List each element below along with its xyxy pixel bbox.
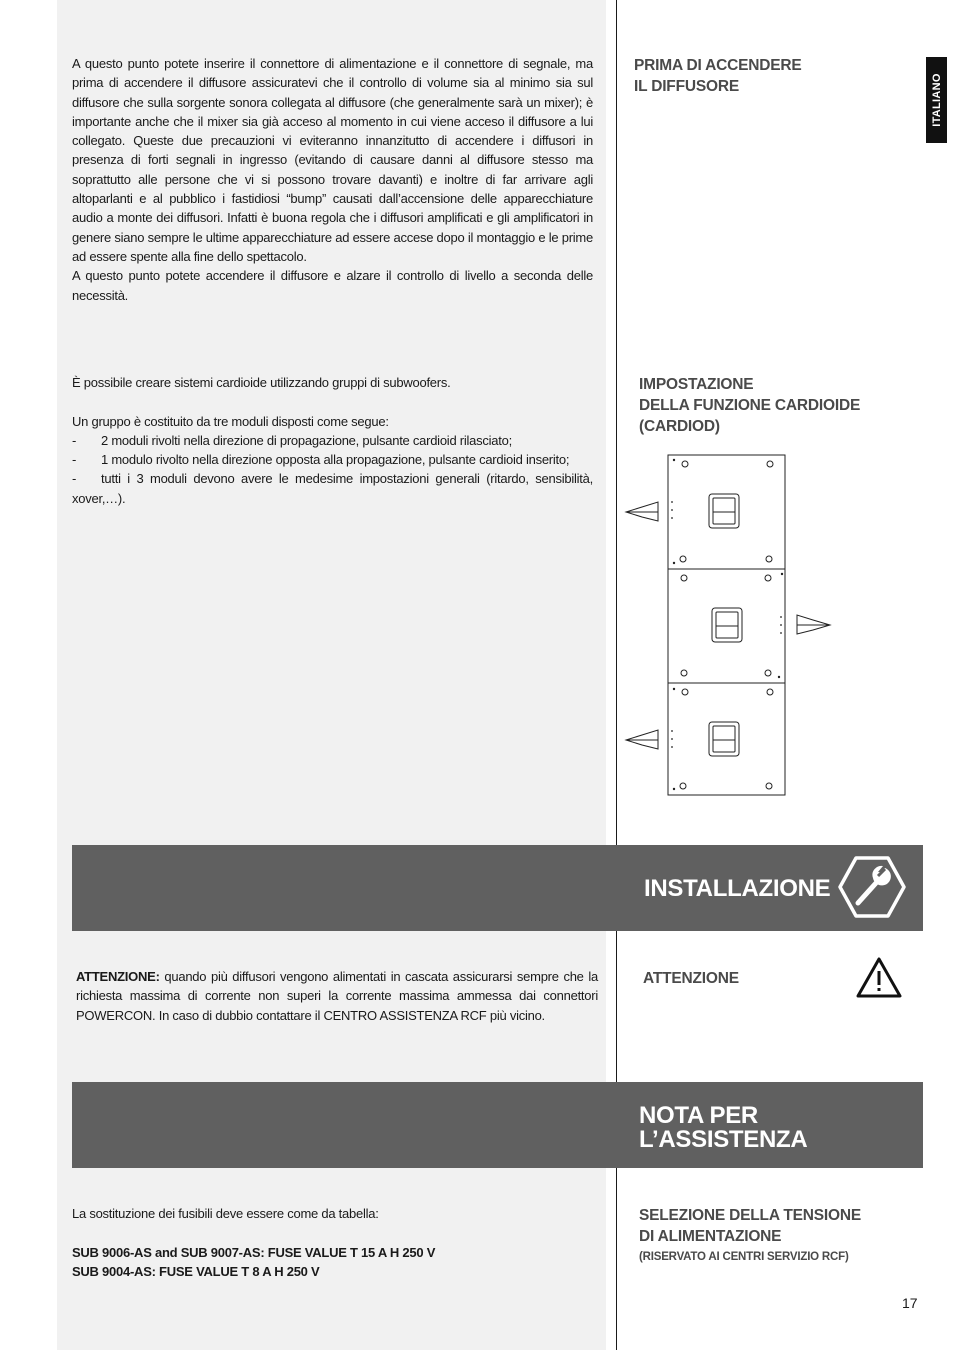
power-on-paragraph-2: A questo punto potete accendere il diffusore e alzare il controllo di livello a seconda delle necessità.	[72, 268, 593, 303]
power-on-heading-line-2: IL DIFFUSORE	[634, 78, 739, 95]
tensione-subheading: (RISERVATO AI CENTRI SERVIZIO RCF)	[639, 1251, 849, 1263]
cardioid-text	[72, 373, 593, 508]
power-on-paragraph-1: A questo punto potete inserire il connettore di alimentazione e il connettore di segnale, ma prima di accendere il diffusore assicuratevi che il controllo di volume sia al minimo sia sul diffusore che sulla sorgente sonora collegata al diffusore (che generalmente sarà un mixer); è importante anche che il mixer sia già acceso al momento in cui viene acceso il diffusore a lui collegato. Queste due precauzioni vi eviteranno innanzitutto di accendere i diffusori in presenza di forti segnali in ingresso (evitando di causare danni al diffusore stesso ma soprattutto alle persone che vi si possono trovare davanti) e inoltre di far arrivare agli altoparlanti e al pubblico i fastidiosi “bump” causati dall’accensione delle apparecchiature audio a monte dei diffusori. Infatti è buona regola che i diffusori amplificati e gli amplificatori in genere siano sempre le ultime apparecchiature ad essere accese dopo il montaggio e le prime ad essere spente alla fine dello spettacolo.	[72, 56, 593, 264]
power-on-heading-line-1: PRIMA DI ACCENDERE	[634, 57, 802, 74]
list-dash: -	[72, 452, 77, 468]
arrow-left-icon	[626, 502, 658, 521]
tensione-heading	[639, 1205, 861, 1267]
cardioid-list-text-3: tutti i 3 moduli devono avere le medesime impostazioni generali (ritardo, sensibilità, xover,…).	[72, 471, 593, 506]
power-on-text	[72, 54, 593, 305]
language-tab	[926, 57, 947, 143]
language-tab-label: ITALIANO	[930, 73, 943, 127]
fuse-line-2: SUB 9004-AS: FUSE VALUE T 8 A H 250 V	[72, 1263, 320, 1279]
wrench-icon	[838, 856, 906, 918]
cardioid-heading-line-1: IMPOSTAZIONE	[639, 376, 754, 393]
warning-icon	[856, 956, 902, 998]
subwoofer-module-bottom	[668, 683, 785, 795]
cardioid-heading-line-2: DELLA FUNZIONE CARDIOIDE	[639, 397, 861, 414]
cardioid-intro: È possibile creare sistemi cardioide utilizzando gruppi di subwoofers.	[72, 375, 451, 390]
tensione-heading-line-1: SELEZIONE DELLA TENSIONE	[639, 1207, 861, 1224]
cardioid-list-item	[72, 469, 593, 508]
assistenza-band	[72, 1082, 923, 1168]
tensione-intro: La sostituzione dei fusibili deve essere come da tabella:	[72, 1206, 379, 1221]
attenzione-text	[76, 967, 598, 1025]
installazione-title: INSTALLAZIONE	[644, 875, 831, 902]
arrow-right-icon	[797, 615, 830, 634]
cardioid-list-item	[72, 450, 593, 469]
cardioid-heading	[639, 374, 860, 437]
tensione-heading-line-2: DI ALIMENTAZIONE	[639, 1228, 782, 1245]
fuse-line-1: SUB 9006-AS and SUB 9007-AS: FUSE VALUE T 15 A H 250 V	[72, 1244, 436, 1260]
power-on-heading	[634, 55, 801, 97]
attenzione-bold-lead: ATTENZIONE:	[76, 969, 160, 984]
cardioid-list-text-1: 2 moduli rivolti nella direzione di propagazione, pulsante cardioid rilasciato;	[101, 432, 512, 448]
handle-icon	[709, 722, 739, 756]
attenzione-paragraph	[76, 967, 598, 1025]
attenzione-heading: ATTENZIONE	[643, 970, 739, 987]
list-dash: -	[72, 432, 77, 448]
page-number: 17	[902, 1295, 918, 1311]
cardioid-group-line: Un gruppo è costituito da tre moduli disposti come segue:	[72, 413, 389, 429]
assistenza-title-line-2: L’ASSISTENZA	[639, 1126, 808, 1153]
handle-icon	[712, 608, 742, 642]
assistenza-title	[639, 1104, 807, 1152]
cardioid-list-item	[72, 431, 593, 450]
cardioid-diagram	[620, 450, 835, 800]
assistenza-title-line-1: NOTA PER	[639, 1102, 758, 1129]
cardioid-heading-line-3: (CARDIOD)	[639, 418, 720, 435]
tensione-text	[72, 1204, 593, 1281]
list-dash: -	[72, 471, 77, 487]
handle-icon	[709, 494, 739, 528]
attenzione-body: quando più diffusori vengono alimentati in cascata assicurarsi sempre che la richiesta massima di corrente non superi la corrente massima ammessa dai connettori POWERCON. In caso di dubbio contattare il CENTRO ASSISTENZA RCF più vicino.	[76, 969, 598, 1023]
cardioid-list-text-2: 1 modulo rivolto nella direzione opposta alla propagazione, pulsante cardioid inserito;	[101, 452, 570, 468]
installazione-band	[72, 845, 923, 931]
arrow-left-icon	[626, 730, 658, 749]
